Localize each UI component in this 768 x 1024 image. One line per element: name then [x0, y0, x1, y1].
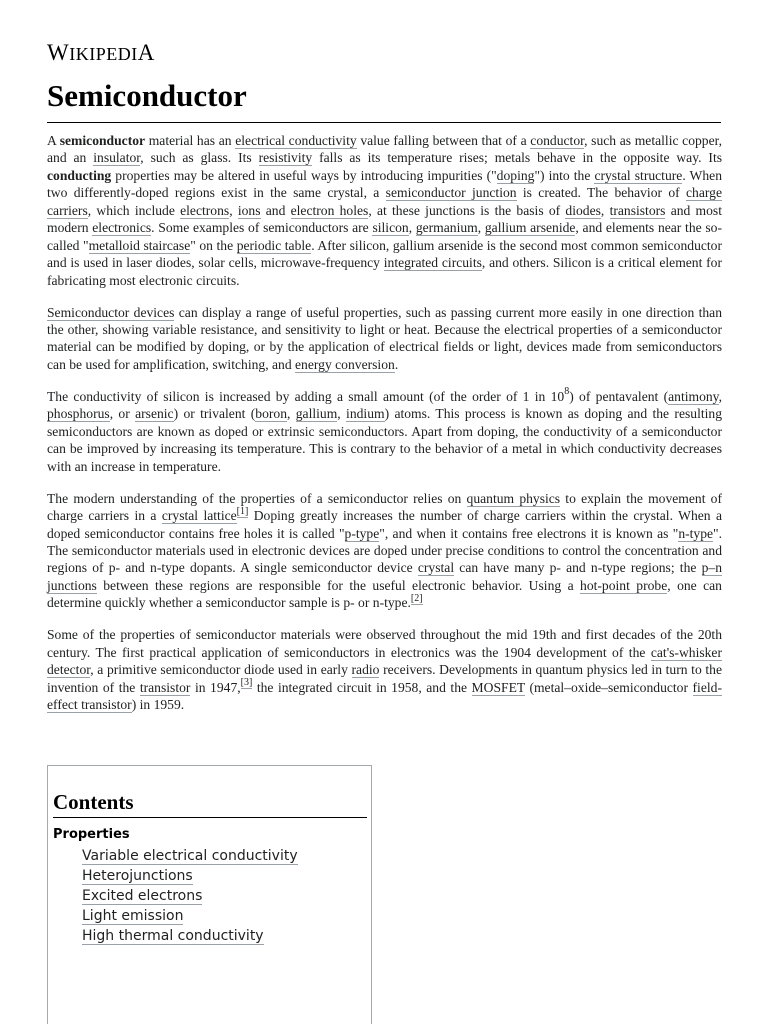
link-diodes[interactable]: diodes	[565, 202, 601, 218]
paragraph-modern-understanding: The modern understanding of the properties of a semiconductor relies on quantum physics to explain the movement of charge carriers in a crystal lattice[1] Doping greatly increases the number of charge carriers within the crystal. When a doped semiconductor contains free holes it is called "p-type", and when it contains free electrons it is known as "n-type". The semiconductor materials used in electronic devices are doped under precise conditions to control the concentration and regions of p- and n-type dopants. A single semiconductor device crystal can have many p- and n-type regions; the p–n junctions between these regions are responsible for the useful electronic behavior. Using a hot-point probe, one can determine quickly whether a semiconductor sample is p- or n-type.[2]	[47, 490, 722, 611]
paragraph-history: Some of the properties of semiconductor materials were observed throughout the mid 19th and first decades of the 20th century. The first practical application of semiconductors in electronics was the 1904 development of the cat's-whisker detector, a primitive semiconductor diode used in early radio receivers. Developments in quantum physics led in turn to the invention of the transistor in 1947,[3] the integrated circuit in 1958, and the MOSFET (metal–oxide–semiconductor field-effect transistor) in 1959.	[47, 627, 723, 713]
citation-1[interactable]: [1]	[236, 505, 249, 517]
link-silicon[interactable]: silicon	[372, 220, 409, 236]
link-transistors[interactable]: transistors	[609, 202, 666, 218]
article-body	[47, 132, 722, 728]
link-ions[interactable]: ions	[237, 202, 261, 218]
link-hot-point-probe[interactable]: hot-point probe	[580, 577, 668, 593]
bold-term: conducting	[47, 167, 112, 183]
toc-item[interactable]: Excited electrons	[82, 888, 203, 904]
link-crystal[interactable]: crystal	[417, 560, 455, 576]
link-antimony[interactable]: antimony	[668, 388, 719, 404]
bold-term: semiconductor	[59, 133, 146, 148]
toc-item[interactable]: Heterojunctions	[82, 868, 193, 884]
link-arsenic[interactable]: arsenic	[135, 406, 174, 422]
toc-item[interactable]: High thermal conductivity	[82, 928, 264, 944]
link-crystal-structure[interactable]: crystal structure	[594, 167, 683, 183]
link-gallium-arsenide[interactable]: gallium arsenide	[484, 220, 576, 236]
link-cats-whisker-detector[interactable]: cat's-whisker detector	[47, 644, 722, 678]
link-gallium[interactable]: gallium	[295, 406, 338, 422]
link-insulator[interactable]: insulator	[93, 150, 141, 166]
link-electron-holes[interactable]: electron holes	[290, 202, 369, 218]
link-quantum-physics[interactable]: quantum physics	[466, 490, 561, 506]
link-pn-junctions[interactable]: p–n junctions	[47, 560, 722, 593]
link-mosfet[interactable]: MOSFET	[471, 679, 525, 695]
link-electrons[interactable]: electrons	[180, 202, 230, 218]
citation-2[interactable]: [2]	[410, 592, 423, 604]
link-resistivity[interactable]: resistivity	[258, 150, 313, 166]
link-indium[interactable]: indium	[346, 406, 385, 422]
link-p-type[interactable]: p-type	[344, 525, 380, 541]
link-energy-conversion[interactable]: energy conversion	[295, 356, 395, 372]
citation-3[interactable]: [3]	[240, 677, 253, 689]
link-radio[interactable]: radio	[351, 662, 380, 678]
toc-title: Contents	[53, 790, 367, 818]
link-integrated-circuits[interactable]: integrated circuits	[383, 255, 482, 271]
toc-item[interactable]: Variable electrical conductivity	[82, 848, 298, 864]
superscript-exponent: 8	[564, 386, 570, 398]
link-electrical-conductivity[interactable]: electrical conductivity	[235, 133, 357, 148]
link-semiconductor-junction[interactable]: semiconductor junction	[385, 185, 517, 201]
link-metalloid-staircase[interactable]: metalloid staircase	[88, 237, 191, 253]
link-n-type[interactable]: n-type	[678, 525, 714, 541]
link-phosphorus[interactable]: phosphorus	[47, 406, 110, 422]
link-field-effect-transistor[interactable]: field-effect transistor	[47, 679, 722, 713]
toc-list	[82, 846, 298, 946]
paragraph-doping: The conductivity of silicon is increased by adding a small amount (of the order of 1 in $10^8$) of pentavalent (antimony, phosphorus, or arsenic) or trivalent (boron, gallium, indium) atoms. This process is known as doping and the resulting semiconductors are known as doped or extrinsic semiconductors. Apart from doping, the conductivity of a semiconductor can be improved by increasing its temperature. This is contrary to the behavior of a metal in which conductivity decreases with an increase in temperature.	[47, 386, 723, 474]
link-doping[interactable]: doping	[496, 167, 535, 183]
link-periodic-table[interactable]: periodic table	[236, 237, 312, 253]
page-title: Semiconductor	[47, 76, 721, 123]
link-transistor[interactable]: transistor	[139, 679, 191, 695]
link-semiconductor-devices[interactable]: Semiconductor devices	[47, 304, 175, 320]
link-germanium[interactable]: germanium	[415, 220, 478, 236]
paragraph-devices: Semiconductor devices can display a range of useful properties, such as passing current more easily in one direction than the other, showing variable resistance, and sensitivity to light or heat. Because the electrical properties of a semiconductor material can be modified by doping, or by the application of electrical fields or light, devices made from semiconductors can be used for amplification, switching, and energy conversion.	[47, 304, 722, 372]
paragraph-intro: A semiconductor material has an electrical conductivity value falling between that of a conductor, such as metallic copper, and an insulator, such as glass. Its resistivity falls as its temperature rises; metals behave in the opposite way. Its conducting properties may be altered in useful ways by introducing impurities ("doping") into the crystal structure. When two differently-doped regions exist in the same crystal, a semiconductor junction is created. The behavior of charge carriers, which include electrons, ions and electron holes, at these junctions is the basis of diodes, transistors and most modern electronics. Some examples of semiconductors are silicon, germanium, gallium arsenide, and elements near the so-called "metalloid staircase" on the periodic table. After silicon, gallium arsenide is the second most common semiconductor and is used in laser diodes, solar cells, microwave-frequency integrated circuits, and others. Silicon is a critical element for fabricating most electronic circuits.	[47, 133, 723, 288]
link-charge-carriers[interactable]: charge carriers	[47, 185, 722, 218]
link-boron[interactable]: boron	[255, 406, 287, 422]
toc-item[interactable]: Light emission	[82, 908, 184, 924]
toc-section-properties[interactable]: Properties	[53, 827, 130, 842]
wikipedia-logo[interactable]: WIKIPEDIA	[47, 40, 155, 65]
table-of-contents	[47, 765, 372, 1024]
link-crystal-lattice[interactable]: crystal lattice	[161, 508, 237, 524]
link-conductor[interactable]: conductor	[530, 133, 585, 148]
link-electronics[interactable]: electronics	[92, 220, 152, 236]
